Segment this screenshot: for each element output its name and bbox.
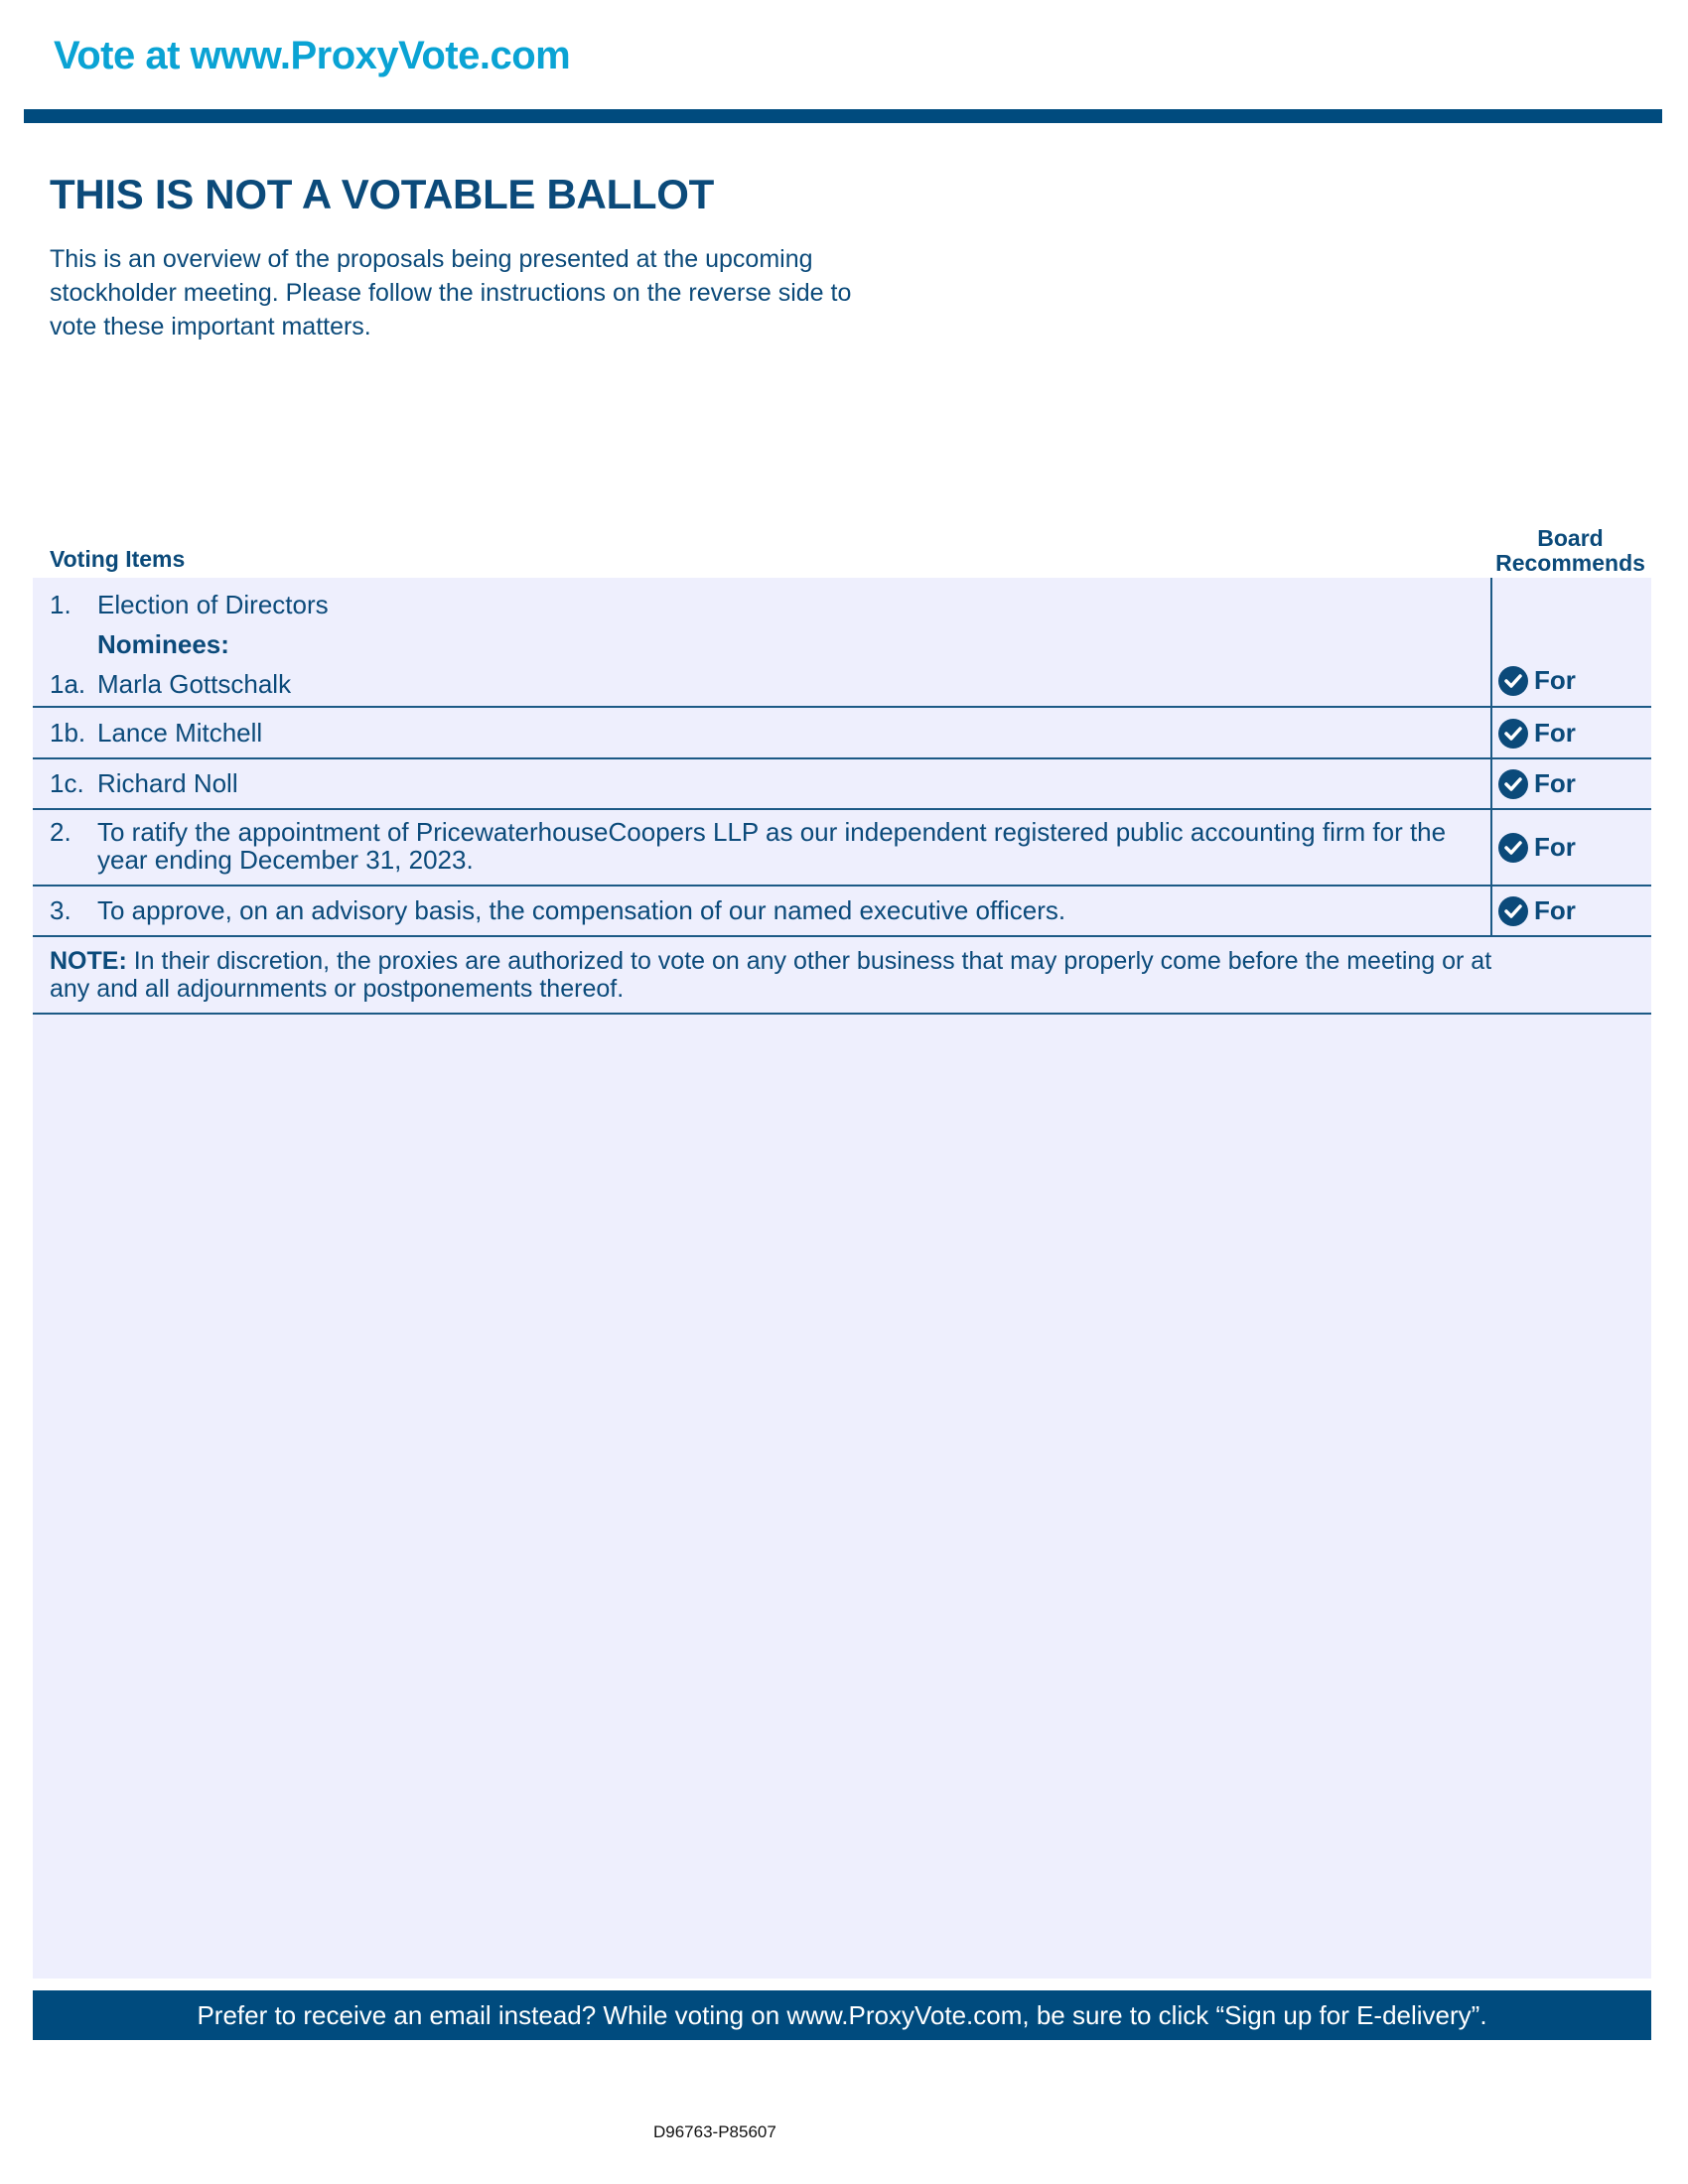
table-row-3 bbox=[33, 887, 1651, 937]
check-circle-icon bbox=[1498, 833, 1528, 863]
item-label: Election of Directors bbox=[97, 590, 329, 619]
check-circle-icon bbox=[1498, 719, 1528, 749]
item-number: 1a. bbox=[50, 669, 86, 699]
item-label: To approve, on an advisory basis, the compensation of our named executive officers. bbox=[97, 895, 1066, 925]
recommendation: For bbox=[1498, 768, 1576, 799]
board-recommends-header bbox=[1489, 526, 1651, 576]
check-circle-icon bbox=[1498, 896, 1528, 926]
page-title: THIS IS NOT A VOTABLE BALLOT bbox=[50, 171, 715, 217]
vote-at-link[interactable]: Vote at www.ProxyVote.com bbox=[54, 34, 571, 77]
table-row-1c bbox=[33, 759, 1651, 810]
note-text: In their discretion, the proxies are authorized to vote on any other business that may properly come before the meeting or at any and all adjournments or postponements thereof. bbox=[50, 947, 1492, 1003]
item-label: Marla Gottschalk bbox=[97, 669, 292, 699]
table-row-1b bbox=[33, 708, 1651, 759]
check-circle-icon bbox=[1498, 769, 1528, 799]
recommendation: For bbox=[1498, 718, 1576, 749]
nominees-label: Nominees: bbox=[97, 629, 229, 659]
item-number: 1b. bbox=[50, 718, 86, 748]
voting-items-header: Voting Items bbox=[50, 546, 186, 572]
recommendation: For bbox=[1498, 832, 1576, 863]
item-number: 3. bbox=[50, 895, 71, 925]
recommendation: For bbox=[1498, 895, 1576, 926]
document-code: D96763-P85607 bbox=[653, 2122, 776, 2141]
voting-table bbox=[33, 578, 1651, 1015]
e-delivery-banner: Prefer to receive an email instead? While voting on www.ProxyVote.com, be sure to click “Sign up for E-delivery”. bbox=[33, 1990, 1651, 2040]
item-label: Lance Mitchell bbox=[97, 718, 263, 748]
item-label: To ratify the appointment of PricewaterhouseCoopers LLP as our independent registered public accounting firm for the year ending December 31, 2023. bbox=[97, 817, 1447, 875]
recommendation: For bbox=[1498, 665, 1576, 696]
header-rule bbox=[24, 109, 1662, 123]
check-circle-icon bbox=[1498, 666, 1528, 696]
item-label: Richard Noll bbox=[97, 768, 238, 798]
note-label: NOTE: bbox=[50, 947, 127, 975]
item-number: 1c. bbox=[50, 768, 84, 798]
board-recommends-line2: Recommends bbox=[1495, 550, 1645, 576]
table-row-1a bbox=[33, 578, 1651, 708]
intro-text: This is an overview of the proposals being presented at the upcoming stockholder meeting. Please follow the instructions on the reverse side to vote these important matters. bbox=[50, 245, 852, 341]
item-number: 1. bbox=[50, 590, 71, 619]
table-row-2 bbox=[33, 810, 1651, 887]
board-recommends-line1: Board bbox=[1537, 525, 1604, 551]
item-number: 2. bbox=[50, 817, 71, 847]
note-row bbox=[33, 937, 1651, 1015]
